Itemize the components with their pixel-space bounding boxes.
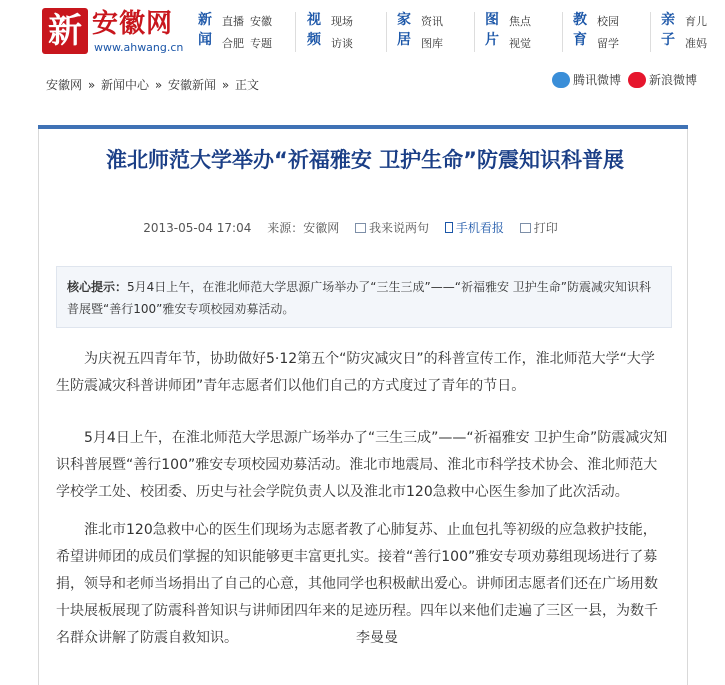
- nav-link-campus[interactable]: 校园: [597, 15, 619, 28]
- breadcrumb-anhui-news[interactable]: 安徽新闻: [168, 78, 217, 92]
- nav-link-childcare[interactable]: 育儿: [685, 15, 707, 28]
- summary-box: [56, 266, 672, 328]
- breadcrumb-separator: »: [221, 78, 230, 92]
- nav-link-info[interactable]: 资讯: [421, 15, 443, 28]
- nav-head-home[interactable]: 家居: [397, 12, 411, 48]
- nav-group-news: [198, 10, 296, 54]
- nav-group-pictures: [485, 10, 563, 54]
- publish-date: 2013-05-04 17:04: [143, 221, 252, 235]
- mobile-read-link[interactable]: [445, 221, 504, 235]
- article-accent-bar: [38, 125, 688, 129]
- site-header: [0, 0, 707, 62]
- logo-mark: 新: [42, 8, 88, 54]
- nav-link-anhui[interactable]: 安徽: [250, 15, 272, 28]
- tencent-weibo-icon: [552, 72, 570, 88]
- logo-name: 安徽网: [92, 9, 174, 39]
- nav-head-video[interactable]: 视频: [307, 12, 321, 48]
- nav-divider: [386, 12, 387, 52]
- phone-icon: [445, 222, 453, 233]
- nav-head-education[interactable]: 教育: [573, 12, 587, 48]
- sina-weibo-icon: [628, 72, 646, 88]
- nav-divider: [474, 12, 475, 52]
- breadcrumb-separator: »: [154, 78, 163, 92]
- nav-head-parenting[interactable]: 亲子: [661, 12, 675, 48]
- breadcrumb: [46, 76, 261, 93]
- nav-group-education: [573, 10, 651, 54]
- nav-head-news[interactable]: 新闻: [198, 12, 212, 48]
- article-paragraph: [56, 517, 668, 652]
- printer-icon: [520, 223, 531, 233]
- breadcrumb-news-center[interactable]: 新闻中心: [101, 78, 150, 92]
- comment-icon: [355, 223, 366, 233]
- nav-divider: [562, 12, 563, 52]
- article-title: 淮北师范大学举办“祈福雅安 卫护生命”防震知识科普展: [106, 148, 624, 172]
- paragraph-text: 淮北市120急救中心的医生们现场为志愿者教了心肺复苏、止血包扎等初级的应急救护技能，希望讲师团的成员们掌握的知识能够更丰富更扎实。接着“善行100”雅安专项劝募组现场进行了募捐，领导和老师当场捐出了自己的心意，其他同学也积极献出爱心。讲师团志愿者们还在广场用数十块展板展现了防震科普知识与讲师团四年来的足迹历程。四年以来他们走遍了三区一县，为数千名群众讲解了防震自救知识。: [56, 522, 658, 646]
- summary-label: 核心提示：: [67, 280, 128, 294]
- nav-divider: [650, 12, 651, 52]
- mobile-read-label: 手机看报: [455, 221, 504, 235]
- article-paragraph: 为庆祝五四青年节，协助做好5·12第五个“防灾减灾日”的科普宣传工作，淮北师范大学“大学生防震减灾科普讲师团”青年志愿者们以他们自己的方式度过了青年的节日。: [56, 351, 655, 394]
- nav-link-live[interactable]: 直播: [222, 15, 244, 28]
- tencent-weibo-link[interactable]: [552, 71, 621, 88]
- print-link[interactable]: [520, 221, 558, 235]
- breadcrumb-separator: »: [87, 78, 96, 92]
- article-meta: [0, 219, 701, 236]
- nav-link-gallery[interactable]: 图库: [421, 37, 443, 50]
- logo-url: www.ahwang.cn: [94, 41, 184, 54]
- comment-link[interactable]: [355, 221, 429, 235]
- site-logo[interactable]: [42, 8, 184, 56]
- nav-group-video: [307, 10, 387, 54]
- nav-link-visual[interactable]: 视觉: [509, 37, 531, 50]
- nav-link-hefei[interactable]: 合肥: [222, 37, 244, 50]
- sina-weibo-link[interactable]: [628, 71, 697, 88]
- nav-divider: [295, 12, 296, 52]
- nav-link-abroad[interactable]: 留学: [597, 37, 619, 50]
- print-label: 打印: [533, 221, 558, 235]
- breadcrumb-home[interactable]: 安徽网: [46, 78, 83, 92]
- nav-head-pictures[interactable]: 图片: [485, 12, 499, 48]
- nav-link-focus[interactable]: 焦点: [509, 15, 531, 28]
- article-author: 李曼曼: [356, 630, 398, 646]
- article-paragraph: 5月4日上午，在淮北师范大学思源广场举办了“三生三成”——“祈福雅安 卫护生命”防震减灾知识科普展暨“善行100”雅安专项校园劝募活动。淮北市地震局、淮北市科学技术协会、淮北师范大学校学工处、校团委、历史与社会学院负责人以及淮北市120急救中心医生参加了此次活动。: [56, 430, 668, 500]
- nav-group-home: [397, 10, 475, 54]
- comment-label: 我来说两句: [369, 221, 430, 235]
- summary-text: 5月4日上午，在淮北师范大学思源广场举办了“三生三成”——“祈福雅安 卫护生命”防震减灾知识科普展暨“善行100”雅安专项校园劝募活动。: [67, 280, 651, 316]
- breadcrumb-current: 正文: [235, 78, 260, 92]
- tencent-weibo-label: 腾讯微博: [573, 73, 622, 87]
- nav-link-scene[interactable]: 现场: [331, 15, 353, 28]
- nav-link-interview[interactable]: 访谈: [331, 37, 353, 50]
- sina-weibo-label: 新浪微博: [649, 73, 698, 87]
- article-source: 来源：安徽网: [267, 221, 340, 235]
- nav-group-parenting: [661, 10, 707, 54]
- nav-link-topic[interactable]: 专题: [250, 37, 272, 50]
- nav-link-pregnancy[interactable]: 准妈: [685, 37, 707, 50]
